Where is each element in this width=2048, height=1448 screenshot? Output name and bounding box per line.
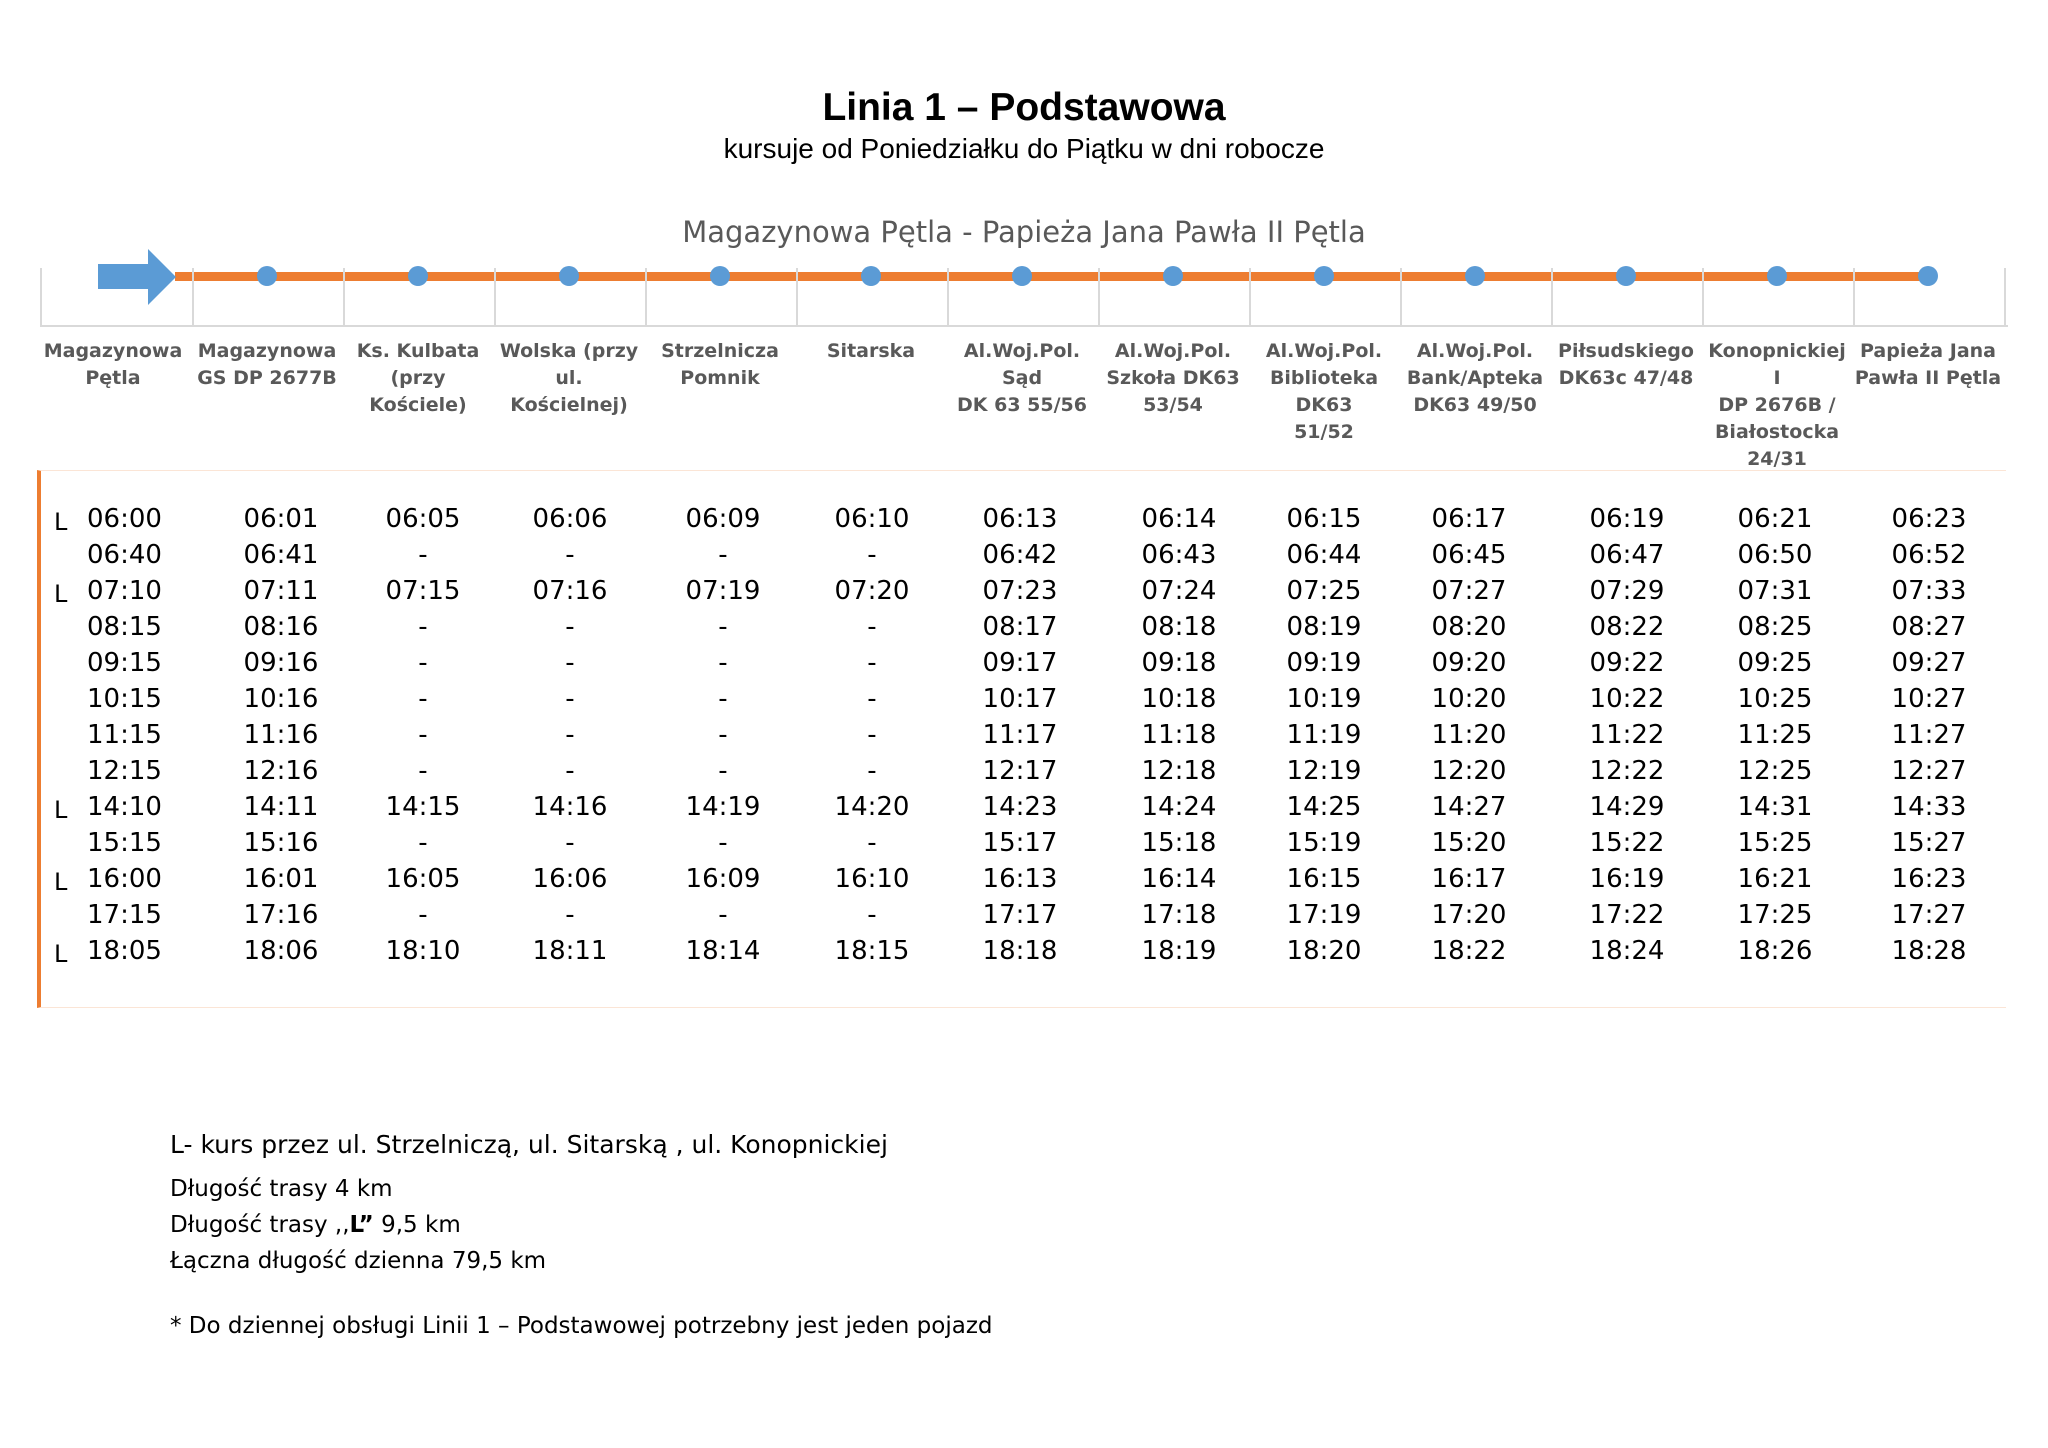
stop-dot-icon (1767, 266, 1787, 286)
departure-time: 06:52 (1891, 540, 1967, 570)
departure-time: 17:20 (1431, 900, 1507, 930)
departure-time: 10:22 (1589, 684, 1665, 714)
departure-time: 15:20 (1431, 828, 1507, 858)
departure-time: 08:18 (1141, 612, 1217, 642)
departure-time: 06:09 (685, 504, 761, 534)
departure-time: 14:25 (1286, 792, 1362, 822)
stop-label (1702, 338, 1852, 473)
route-line (175, 272, 1925, 281)
departure-time: 09:27 (1891, 648, 1967, 678)
departure-time: 14:27 (1431, 792, 1507, 822)
departure-time: 14:24 (1141, 792, 1217, 822)
departure-time: 15:17 (982, 828, 1058, 858)
route-length-l-prefix: Długość trasy ,, (170, 1212, 350, 1238)
departure-time: 14:23 (982, 792, 1058, 822)
axis-tick (645, 268, 647, 327)
departure-time: 17:15 (87, 900, 162, 930)
axis-tick (1551, 268, 1553, 327)
departure-time: 16:00 (87, 864, 162, 894)
departure-time: 12:17 (982, 756, 1058, 786)
departure-time: 18:05 (87, 936, 162, 966)
departure-time: 07:10 (87, 576, 162, 606)
departure-time: 14:33 (1891, 792, 1967, 822)
departure-time: 08:16 (243, 612, 319, 642)
departure-time: 09:18 (1141, 648, 1217, 678)
departure-time: - (565, 720, 575, 750)
departure-time: 07:24 (1141, 576, 1217, 606)
departure-time: 18:28 (1891, 936, 1967, 966)
stop-label-line: Pętla (85, 367, 141, 389)
departure-time: 06:21 (1737, 504, 1813, 534)
departure-time: 06:45 (1431, 540, 1507, 570)
departure-time: - (867, 540, 877, 570)
stop-label-line: Magazynowa (43, 340, 183, 362)
departure-time: 16:01 (243, 864, 319, 894)
stop-label-line: Sitarska (826, 340, 916, 362)
stop-label (1098, 338, 1248, 419)
stop-label (1551, 338, 1701, 392)
stop-dot-icon (1465, 266, 1485, 286)
departure-time: 11:18 (1141, 720, 1217, 750)
departure-time: 18:18 (982, 936, 1058, 966)
departure-time: - (867, 900, 877, 930)
stop-label-line: 51/52 (1294, 421, 1354, 443)
departure-time: 07:31 (1737, 576, 1813, 606)
departure-time: 14:20 (834, 792, 910, 822)
departure-time: - (718, 756, 728, 786)
departure-time: 18:26 (1737, 936, 1813, 966)
departure-time: 14:16 (532, 792, 608, 822)
stop-label (1249, 338, 1399, 446)
departure-time: 07:29 (1589, 576, 1665, 606)
stop-label (1400, 338, 1550, 419)
departure-time: - (565, 540, 575, 570)
stop-dot-icon (257, 266, 277, 286)
timetable (37, 470, 2006, 1008)
departure-time: 16:21 (1737, 864, 1813, 894)
departure-time: 09:22 (1589, 648, 1665, 678)
departure-time: 11:16 (243, 720, 319, 750)
departure-time: 12:18 (1141, 756, 1217, 786)
stop-dot-icon (1012, 266, 1032, 286)
departure-time: - (867, 612, 877, 642)
stop-label-line: DP 2676B / (1718, 394, 1836, 416)
departure-time: - (867, 648, 877, 678)
departure-time: 17:16 (243, 900, 319, 930)
stop-dot-icon (559, 266, 579, 286)
departure-time: 12:25 (1737, 756, 1813, 786)
stop-label-line: 24/31 (1747, 448, 1807, 470)
departure-time: 16:09 (685, 864, 761, 894)
departure-time: - (867, 756, 877, 786)
stop-label (343, 338, 493, 419)
stop-dot-icon (861, 266, 881, 286)
departure-time: 15:18 (1141, 828, 1217, 858)
departure-time: - (718, 900, 728, 930)
departure-time: 06:40 (87, 540, 162, 570)
departure-time: 15:25 (1737, 828, 1813, 858)
departure-time: 09:25 (1737, 648, 1813, 678)
daily-length: Łączna długość dzienna 79,5 km (170, 1248, 547, 1274)
stop-label-line: Magazynowa (197, 340, 337, 362)
route-length-l-suffix: 9,5 km (373, 1212, 461, 1238)
stop-label-line: Konopnickiej I (1708, 340, 1846, 389)
route-length-l-flag: L” (349, 1212, 374, 1238)
stop-label (796, 338, 946, 365)
departure-time: 07:20 (834, 576, 910, 606)
departure-time: 07:19 (685, 576, 761, 606)
page-subtitle: kursuje od Poniedziałku do Piątku w dni robocze (723, 133, 1325, 164)
departure-time: 09:19 (1286, 648, 1362, 678)
departure-time: 12:15 (87, 756, 162, 786)
stop-label-line: 53/54 (1143, 394, 1203, 416)
departure-time: 18:22 (1431, 936, 1507, 966)
stop-dot-icon (710, 266, 730, 286)
departure-time: 16:15 (1286, 864, 1362, 894)
departure-time: 16:23 (1891, 864, 1967, 894)
axis-tick (947, 268, 949, 327)
departure-time: 11:17 (982, 720, 1058, 750)
stop-dot-icon (1616, 266, 1636, 286)
departure-time: 06:23 (1891, 504, 1967, 534)
stop-label-line: Wolska (przy ul. (499, 340, 639, 389)
axis-tick (40, 268, 42, 327)
departure-time: - (565, 900, 575, 930)
stop-dot-icon (1163, 266, 1183, 286)
route-length: Długość trasy 4 km (170, 1176, 393, 1202)
stop-label-line: Al.Woj.Pol. (1416, 340, 1534, 362)
axis-tick (1400, 268, 1402, 327)
stop-label (38, 338, 188, 392)
departure-time: 06:13 (982, 504, 1058, 534)
departure-time: - (418, 684, 428, 714)
direction-arrow-icon (98, 264, 150, 289)
stop-label-line: Pawła II Pętla (1854, 367, 2002, 389)
stop-label-line: Biblioteka DK63 (1269, 367, 1379, 416)
departure-time: 06:47 (1589, 540, 1665, 570)
departure-time: 15:27 (1891, 828, 1967, 858)
stop-label-line: Pomnik (680, 367, 760, 389)
departure-time: 11:27 (1891, 720, 1967, 750)
departure-time: 14:15 (385, 792, 461, 822)
departure-time: 11:19 (1286, 720, 1362, 750)
departure-time: - (418, 900, 428, 930)
departure-time: 10:19 (1286, 684, 1362, 714)
route-title: Magazynowa Pętla - Papieża Jana Pawła II Pętla (682, 215, 1366, 249)
departure-time: - (718, 720, 728, 750)
departure-time: 08:25 (1737, 612, 1813, 642)
departure-time: 08:27 (1891, 612, 1967, 642)
stop-dot-icon (1314, 266, 1334, 286)
departure-time: - (718, 540, 728, 570)
notes (170, 1130, 993, 1339)
axis-tick (1853, 268, 1855, 327)
route-variant-flag: L (54, 940, 68, 968)
departure-time: 07:16 (532, 576, 608, 606)
departure-time: 06:41 (243, 540, 319, 570)
stop-label-line: GS DP 2677B (197, 367, 337, 389)
departure-time: 12:16 (243, 756, 319, 786)
stop-label-line: Strzelnicza (661, 340, 779, 362)
departure-time: 18:20 (1286, 936, 1362, 966)
departure-time: 11:25 (1737, 720, 1813, 750)
stop-label-line: Al.Woj.Pol. (1114, 340, 1232, 362)
departure-time: 11:20 (1431, 720, 1507, 750)
departure-time: 16:19 (1589, 864, 1665, 894)
departure-time: 15:22 (1589, 828, 1665, 858)
departure-time: 11:15 (87, 720, 162, 750)
departure-time: - (718, 648, 728, 678)
departure-time: 10:18 (1141, 684, 1217, 714)
legend-note: L- kurs przez ul. Strzelniczą, ul. Sitarską , ul. Konopnickiej (170, 1130, 888, 1159)
axis-tick (192, 268, 194, 327)
axis-tick (343, 268, 345, 327)
departure-time: 10:27 (1891, 684, 1967, 714)
route-axis (40, 325, 2008, 327)
departure-time: 14:31 (1737, 792, 1813, 822)
axis-tick (494, 268, 496, 327)
departure-time: 18:24 (1589, 936, 1665, 966)
departure-time: 07:23 (982, 576, 1058, 606)
page-title: Linia 1 – Podstawowa (822, 86, 1226, 129)
departure-time: 10:16 (243, 684, 319, 714)
departure-time: 16:14 (1141, 864, 1217, 894)
departure-time: 17:27 (1891, 900, 1967, 930)
stop-label-line: Piłsudskiego (1558, 340, 1694, 362)
stop-label-line: Kościelnej) (510, 394, 628, 416)
stop-label (494, 338, 644, 419)
axis-tick (2004, 268, 2006, 327)
departure-time: 18:14 (685, 936, 761, 966)
departure-time: 12:19 (1286, 756, 1362, 786)
departure-time: 06:15 (1286, 504, 1362, 534)
departure-time: 10:17 (982, 684, 1058, 714)
axis-tick (1098, 268, 1100, 327)
departure-time: 08:22 (1589, 612, 1665, 642)
departure-time: 09:20 (1431, 648, 1507, 678)
axis-tick (1702, 268, 1704, 327)
stop-label (1853, 338, 2003, 392)
departure-time: 16:05 (385, 864, 461, 894)
departure-time: - (418, 540, 428, 570)
departure-time: - (418, 828, 428, 858)
departure-time: 06:10 (834, 504, 910, 534)
departure-time: 15:19 (1286, 828, 1362, 858)
departure-time: 15:16 (243, 828, 319, 858)
departure-time: 10:20 (1431, 684, 1507, 714)
stop-label-line: Al.Woj.Pol. Sąd (963, 340, 1081, 389)
departure-time: 08:15 (87, 612, 162, 642)
departure-time: 16:13 (982, 864, 1058, 894)
departure-time: 07:11 (243, 576, 319, 606)
departure-time: 10:25 (1737, 684, 1813, 714)
departure-time: 08:20 (1431, 612, 1507, 642)
stop-dot-icon (1918, 266, 1938, 286)
departure-time: 06:19 (1589, 504, 1665, 534)
departure-time: - (718, 828, 728, 858)
stop-label-line: Al.Woj.Pol. (1265, 340, 1383, 362)
stop-label-line: DK63 49/50 (1413, 394, 1537, 416)
departure-time: 06:14 (1141, 504, 1217, 534)
departure-time: 15:15 (87, 828, 162, 858)
departure-time: 06:01 (243, 504, 319, 534)
departure-time: - (565, 648, 575, 678)
departure-time: - (565, 828, 575, 858)
departure-time: 09:17 (982, 648, 1058, 678)
route-variant-flag: L (54, 580, 68, 608)
departure-time: 07:27 (1431, 576, 1507, 606)
departure-time: 07:33 (1891, 576, 1967, 606)
stop-label-line: Papieża Jana (1860, 340, 1996, 362)
direction-arrow-head (148, 249, 176, 305)
stop-label-line: DK63c 47/48 (1558, 367, 1694, 389)
departure-time: 06:06 (532, 504, 608, 534)
departure-time: 09:15 (87, 648, 162, 678)
stop-dot-icon (408, 266, 428, 286)
departure-time: 10:15 (87, 684, 162, 714)
route-length-l (170, 1207, 993, 1243)
axis-tick (796, 268, 798, 327)
departure-time: 06:50 (1737, 540, 1813, 570)
departure-time: - (867, 828, 877, 858)
departure-time: 06:43 (1141, 540, 1217, 570)
departure-time: 14:11 (243, 792, 319, 822)
departure-time: - (718, 612, 728, 642)
departure-time: 17:25 (1737, 900, 1813, 930)
stop-label-line: (przy Kościele) (369, 367, 467, 416)
departure-time: 14:19 (685, 792, 761, 822)
departure-time: 06:17 (1431, 504, 1507, 534)
departure-time: 12:20 (1431, 756, 1507, 786)
departure-time: 18:19 (1141, 936, 1217, 966)
departure-time: 16:10 (834, 864, 910, 894)
departure-time: - (565, 684, 575, 714)
stop-label-line: Białostocka (1714, 421, 1840, 443)
departure-time: 06:00 (87, 504, 162, 534)
departure-time: 09:16 (243, 648, 319, 678)
departure-time: 18:06 (243, 936, 319, 966)
departure-time: 18:11 (532, 936, 608, 966)
route-variant-flag: L (54, 868, 68, 896)
departure-time: 06:05 (385, 504, 461, 534)
stop-label (192, 338, 342, 392)
departure-time: 07:25 (1286, 576, 1362, 606)
departure-time: 08:17 (982, 612, 1058, 642)
axis-tick (1249, 268, 1251, 327)
stop-label-line: DK 63 55/56 (957, 394, 1087, 416)
departure-time: 11:22 (1589, 720, 1665, 750)
departure-time: 12:22 (1589, 756, 1665, 786)
route-variant-flag: L (54, 508, 68, 536)
stop-label (947, 338, 1097, 419)
departure-time: - (565, 756, 575, 786)
departure-time: - (418, 756, 428, 786)
footnote: * Do dziennej obsługi Linii 1 – Podstawowej potrzebny jest jeden pojazd (170, 1313, 993, 1339)
departure-time: - (867, 720, 877, 750)
departure-time: 17:17 (982, 900, 1058, 930)
departure-time: - (565, 612, 575, 642)
departure-time: 17:19 (1286, 900, 1362, 930)
departure-time: - (418, 720, 428, 750)
departure-time: 14:29 (1589, 792, 1665, 822)
departure-time: - (418, 612, 428, 642)
departure-time: 17:22 (1589, 900, 1665, 930)
departure-time: 17:18 (1141, 900, 1217, 930)
stop-label (645, 338, 795, 392)
departure-time: 12:27 (1891, 756, 1967, 786)
departure-time: 06:44 (1286, 540, 1362, 570)
departure-time: - (718, 684, 728, 714)
departure-time: 08:19 (1286, 612, 1362, 642)
departure-time: 06:42 (982, 540, 1058, 570)
departure-time: 16:06 (532, 864, 608, 894)
departure-time: 18:10 (385, 936, 461, 966)
departure-time: 16:17 (1431, 864, 1507, 894)
stop-label-line: Bank/Apteka (1406, 367, 1544, 389)
route-variant-flag: L (54, 796, 68, 824)
stop-label-line: Szkoła DK63 (1106, 367, 1240, 389)
departure-time: - (867, 684, 877, 714)
departure-time: - (418, 648, 428, 678)
departure-time: 18:15 (834, 936, 910, 966)
stop-label-line: Ks. Kulbata (356, 340, 480, 362)
departure-time: 14:10 (87, 792, 162, 822)
departure-time: 07:15 (385, 576, 461, 606)
